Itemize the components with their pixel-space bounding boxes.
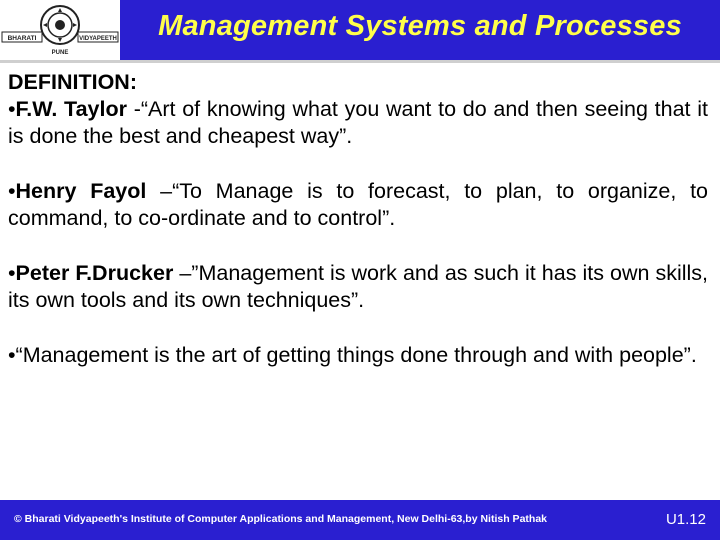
definition-item-general <box>8 342 708 369</box>
definition-text: “Management is the art of getting things done through and with people”. <box>15 343 697 367</box>
definition-item-fayol <box>8 178 708 232</box>
bharati-vidyapeeth-logo <box>0 0 120 60</box>
definition-item-drucker <box>8 260 708 314</box>
author-name: Henry Fayol <box>15 179 147 203</box>
slide-content <box>8 69 708 397</box>
definition-text: –“To Manage is to forecast, to plan, to organize, to command, to co-ordinate and to control”. <box>8 179 708 230</box>
author-name: F.W. Taylor <box>15 97 127 121</box>
title-band <box>120 0 720 60</box>
logo-text-bottom: PUNE <box>51 50 69 56</box>
bullet: • <box>8 261 16 285</box>
bullet: • <box>8 97 16 121</box>
footer-copyright: © Bharati Vidyapeeth's Institute of Computer Applications and Management, New Delhi-63,by Nitish Pathak <box>14 513 547 525</box>
header-divider <box>0 60 720 63</box>
slide-footer <box>0 500 720 540</box>
bullet: • <box>8 343 16 367</box>
author-name: Peter F.Drucker <box>15 261 174 285</box>
definition-text: -“Art of knowing what you want to do and then seeing that it is done the best and cheapest way”. <box>8 97 708 148</box>
slide-title: Management Systems and Processes <box>158 10 682 42</box>
slide-header <box>0 0 720 62</box>
bullet: • <box>8 179 16 203</box>
logo-text-right: VIDYAPEETH <box>79 36 117 42</box>
definition-label: DEFINITION: <box>8 70 137 94</box>
logo-text-left: BHARATI <box>7 35 37 42</box>
definition-text: –”Management is work and as such it has its own skills, its own tools and its own techniques”. <box>8 261 708 312</box>
definition-item-taylor <box>8 96 708 150</box>
page-number: U1.12 <box>665 511 706 528</box>
